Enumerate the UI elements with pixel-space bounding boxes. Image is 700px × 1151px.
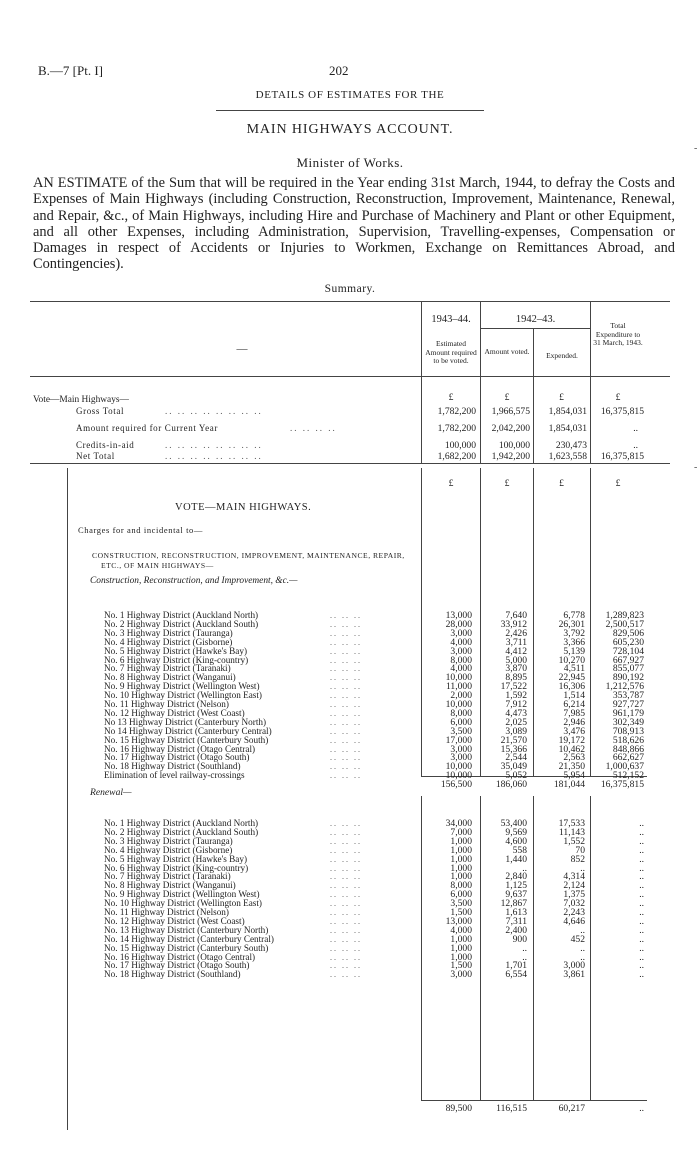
construction-cell: 3,792 [563,627,585,639]
renewal-cell: 2,840 [505,871,527,883]
renewal-cell: 9,637 [505,889,527,901]
leader-dots: .. .. .. [330,762,362,772]
construction-total-cell: 156,500 [440,779,472,790]
summary-cell: 1,782,200 [437,423,476,434]
renewal-cell: .. [522,862,527,874]
construction-row-label: No. 1 Highway District (Auckland North) [104,610,259,620]
currency-symbol: £ [504,392,510,403]
leader-dots: .. .. .. [330,970,362,980]
renewal-cell: .. [580,924,585,936]
construction-cell: 6,000 [450,716,472,728]
renewal-row-label: No. 11 Highway District (Nelson) [104,907,229,917]
leader-dots: .. .. .. [330,836,362,846]
construction-cell: 848,866 [612,743,644,755]
summary-cell: 1,966,575 [491,406,530,417]
construction-cell: 35,049 [500,761,527,773]
renewal-cell: 1,000 [450,951,472,963]
construction-cell: 1,514 [563,690,585,702]
construction-cell: 21,570 [500,734,527,746]
currency-symbol: £ [559,392,564,403]
renewal-cell: .. [639,826,644,838]
construction-cell: 512,152 [612,770,644,782]
renewal-cell: 17,533 [558,818,585,829]
construction-row-label: No. 3 Highway District (Tauranga) [104,627,233,638]
construction-cell: 961,179 [612,707,644,719]
construction-cell: 10,000 [445,761,472,773]
construction-cell: 3,476 [563,725,585,737]
construction-cell: 855,077 [612,663,644,675]
renewal-cell: 6,000 [450,889,472,901]
leader-dots: .. .. .. [330,819,362,828]
renewal-row-label: No. 8 Highway District (Wanganui) [104,880,236,891]
construction-cell: 10,000 [445,672,472,684]
leader-dots: .. .. .. [330,845,362,855]
charges-label: Charges for and incidental to— [78,525,204,535]
renewal-row-label: No. 10 Highway District (Wellington East) [104,898,262,909]
leader-dots: .. .. .. [330,628,362,638]
construction-cell: 2,544 [505,752,527,764]
construction-subheading: Construction, Reconstruction, and Improvement, &c.— [90,576,298,586]
margin-mark: - [694,143,698,154]
estimated-heading: Estimated Amount required to be voted. [425,339,477,366]
summary-cell: 100,000 [498,440,530,451]
construction-cell: 1,289,823 [605,610,644,621]
year-span-rule [481,328,590,329]
renewal-cell: .. [639,942,644,954]
construction-cell: 4,473 [505,707,527,719]
renewal-cell: 1,000 [450,853,472,865]
construction-cell: 13,000 [445,610,472,621]
stub-dash: — [236,343,248,355]
renewal-row-label: No. 14 Highway District (Canterbury Central) [104,933,274,944]
leader-dots: .. .. .. [330,735,362,745]
leader-dots: .. .. .. [330,637,362,647]
renewal-cell: 4,646 [563,915,585,927]
construction-cell: 4,412 [505,645,527,657]
leader-dots: .. .. .. [330,908,362,917]
renewal-row-label: No. 13 Highway District (Canterbury North) [104,924,269,935]
detail-left-rule [67,468,68,1130]
renewal-cell: .. [522,942,527,954]
renewal-cell: 53,400 [500,818,527,829]
renewal-cell: .. [522,951,527,963]
currency-symbol: £ [448,392,454,403]
construction-cell: 1,592 [505,690,527,702]
construction-cell: 15,366 [500,743,527,755]
construction-cell: 17,522 [500,681,527,693]
construction-cell: 3,000 [450,743,472,755]
construction-cell: 605,230 [612,636,644,648]
leader-dots: .. .. .. [330,682,362,692]
construction-cell: 5,000 [505,654,527,666]
renewal-cell: .. [639,889,644,901]
construction-row-label: Elimination of level railway-crossings [104,770,245,781]
construction-cell: 6,778 [563,610,585,621]
renewal-total-cell: .. [639,1103,644,1114]
construction-cell: 3,089 [505,725,527,737]
summary-cell: 1,854,031 [548,406,587,417]
renewal-cell: .. [639,933,644,945]
construction-cell: 3,000 [450,627,472,639]
renewal-cell: .. [639,844,644,856]
renewal-cell: 6,554 [505,969,527,981]
construction-total-cell: 186,060 [495,779,527,790]
renewal-cell: 2,124 [563,880,585,892]
renewal-cell: 4,000 [450,924,472,936]
renewal-cell: 1,375 [563,889,585,901]
margin-mark: - [694,462,698,473]
construction-cell: 1,000,637 [605,761,644,773]
construction-total-cell: 181,044 [553,779,585,790]
renewal-cell: .. [580,951,585,963]
construction-cell: 2,563 [563,752,585,764]
construction-row-label: No. 7 Highway District (Taranaki) [104,663,231,674]
construction-cell: 7,912 [505,699,527,710]
leader-dots: .. .. .. .. .. .. .. .. [165,451,263,461]
construction-row-label: No. 11 Highway District (Nelson) [104,699,229,709]
renewal-row-label: No. 5 Highway District (Hawke's Bay) [104,853,248,864]
construction-cell: 4,000 [450,663,472,675]
renewal-cell: 11,143 [558,826,585,838]
construction-cell: 11,000 [445,681,472,693]
construction-row-label: No. 9 Highway District (Wellington West) [104,681,260,692]
construction-cell: 728,104 [612,645,644,657]
construction-cell: 3,000 [450,645,472,657]
construction-row-label: No 14 Highway District (Canterbury Central) [104,725,272,736]
leader-dots: .. .. .. [330,744,362,754]
summary-cell: 2,042,200 [491,423,530,434]
leader-dots: .. .. .. [330,934,362,944]
leader-dots: .. .. .. [330,708,362,718]
construction-cell: 4,511 [563,663,585,675]
table-top-rule [30,301,670,302]
construction-cell: 3,500 [450,725,472,737]
leader-dots: .. .. .. [330,881,362,891]
leader-dots: .. .. .. [330,890,362,900]
renewal-row-label: No. 16 Highway District (Otago Central) [104,951,256,962]
construction-cell: 5,954 [563,770,585,782]
renewal-cell: .. [639,818,644,829]
construction-cell: 890,192 [612,672,644,684]
renewal-total-cell: 60,217 [558,1103,585,1114]
leader-dots: .. .. .. [330,916,362,926]
vote-label: Vote—Main Highways— [33,395,129,405]
leader-dots: .. .. .. [330,943,362,953]
renewal-cell: 3,000 [450,969,472,981]
construction-row-label: No. 15 Highway District (Canterbury South) [104,734,269,745]
renewal-cell: .. [639,835,644,847]
renewal-cell: .. [639,907,644,918]
construction-cell: 7,640 [505,610,527,621]
summary-cell: 1,854,031 [548,423,587,434]
renewal-row-label: No. 18 Highway District (Southland) [104,969,241,980]
leader-dots: .. .. .. [330,664,362,674]
construction-cell: 927,727 [612,699,644,710]
construction-cell: 8,000 [450,654,472,666]
construction-cell: 667,927 [612,654,644,666]
construction-cell: 10,270 [558,654,585,666]
renewal-cell: 2,400 [505,924,527,936]
renewal-cell: 1,500 [450,960,472,972]
currency-symbol: £ [504,478,510,489]
construction-heading-line-1: CONSTRUCTION, RECONSTRUCTION, IMPROVEMENT, MAINTENANCE, REPAIR, [92,551,405,560]
renewal-cell: .. [639,960,644,972]
renewal-row-label: No. 4 Highway District (Gisborne) [104,844,233,855]
construction-cell: 33,912 [500,618,527,630]
renewal-cell: .. [639,853,644,865]
leader-dots: .. .. .. [330,726,362,736]
renewal-cell: 13,000 [445,915,472,927]
construction-cell: 662,627 [612,752,644,764]
renewal-cell: 1,000 [450,844,472,856]
construction-row-label: No. 4 Highway District (Gisborne) [104,636,233,647]
renewal-cell: .. [639,871,644,883]
construction-cell: 2,500,517 [605,618,644,630]
construction-cell: 3,366 [563,636,585,648]
currency-symbol: £ [615,392,621,403]
renewal-cell: 4,600 [505,835,527,847]
construction-row-label: No. 17 Highway District (Otago South) [104,752,250,763]
renewal-row-label: No. 3 Highway District (Tauranga) [104,835,233,846]
construction-cell: 7,985 [563,707,585,719]
renewal-row-label: No. 1 Highway District (Auckland North) [104,818,259,828]
construction-cell: 708,913 [612,725,644,737]
construction-cell: 5,139 [563,645,585,657]
renewal-cell: .. [639,880,644,892]
currency-symbol: £ [448,478,454,489]
renewal-row-label: No. 17 Highway District (Otago South) [104,960,250,971]
construction-row-label: No. 12 Highway District (West Coast) [104,707,245,718]
construction-cell: 2,426 [505,627,527,639]
year-1943-44-heading: 1943–44. [431,314,471,325]
minister-heading: Minister of Works. [296,155,404,170]
leader-dots: .. .. .. [330,872,362,882]
renewal-cell: 1,500 [450,907,472,918]
summary-row-label: Credits-in-aid [76,440,135,450]
subtitle-rule [216,110,484,111]
construction-cell: 3,870 [505,663,527,675]
summary-cell: 16,375,815 [600,451,644,462]
construction-cell: 302,349 [612,716,644,728]
summary-heading: Summary. [324,283,376,295]
renewal-cell: 1,000 [450,835,472,847]
renewal-cell: 7,032 [563,898,585,910]
construction-cell: 2,946 [563,716,585,728]
renewal-cell: 452 [570,933,585,945]
renewal-row-label: No. 6 Highway District (King-country) [104,862,249,873]
renewal-cell: 34,000 [445,818,472,829]
renewal-cell: 4,314 [563,871,585,883]
page-number: 202 [329,63,349,78]
leader-dots: .. .. .. .. .. .. .. .. [165,406,263,416]
renewal-cell: 70 [575,844,585,856]
summary-bottom-rule [30,463,670,464]
currency-symbol: £ [615,478,621,489]
currency-symbol: £ [559,478,564,489]
leader-dots: .. .. .. [330,961,362,971]
construction-cell: 17,000 [445,734,472,746]
renewal-cell: 7,311 [505,915,527,927]
construction-cell: 10,000 [445,699,472,710]
leader-dots: .. .. .. .. .. .. .. .. [165,440,263,450]
construction-cell: 6,214 [563,699,585,710]
leader-dots: .. .. .. [330,717,362,727]
total-expenditure-heading: Total Expenditure to 31 March, 1943. [593,321,643,348]
renewal-cell: 1,000 [450,942,472,954]
renewal-cell: 1,701 [505,960,527,972]
leader-dots: .. .. .. [330,673,362,683]
construction-cell: 829,506 [612,627,644,639]
leader-dots: .. .. .. [330,899,362,909]
renewal-cell: .. [639,924,644,936]
renewal-cell: .. [639,898,644,910]
construction-row-label: No. 18 Highway District (Southland) [104,761,241,772]
report-reference: B.—7 [Pt. I] [38,63,103,78]
construction-row-label: No. 10 Highway District (Wellington East) [104,690,262,701]
leader-dots: .. .. .. [330,925,362,935]
renewal-total-rule [421,1100,647,1101]
leader-dots: .. .. .. .. [290,423,337,433]
renewal-cell: .. [639,951,644,963]
construction-cell: 10,000 [445,770,472,782]
construction-cell: 2,025 [505,716,527,728]
renewal-row-label: No. 15 Highway District (Canterbury South) [104,942,269,953]
vote-title: VOTE—MAIN HIGHWAYS. [175,502,312,513]
summary-cell: 1,682,200 [437,451,476,462]
leader-dots: .. .. .. [330,646,362,656]
summary-cell: 16,375,815 [600,406,644,417]
construction-row-label: No. 5 Highway District (Hawke's Bay) [104,645,248,656]
renewal-cell: 852 [570,853,585,865]
renewal-subheading: Renewal— [90,787,132,798]
construction-cell: 1,212,576 [605,681,644,693]
construction-total-cell: 16,375,815 [600,779,644,790]
details-subtitle: DETAILS OF ESTIMATES FOR THE [255,89,445,101]
renewal-cell: 2,243 [563,907,585,918]
summary-cell: 1,942,200 [491,451,530,462]
renewal-cell: .. [639,862,644,874]
year-1942-43-heading: 1942–43. [515,314,556,325]
renewal-cell: 558 [512,844,527,856]
construction-cell: 4,000 [450,636,472,648]
summary-cell: 100,000 [444,440,476,451]
construction-cell: 5,052 [505,770,527,782]
construction-cell: 28,000 [445,618,472,630]
renewal-cell: 3,500 [450,898,472,910]
renewal-cell: 1,440 [505,853,527,865]
voted-heading: Amount voted. [484,347,530,356]
leader-dots: .. .. .. [330,700,362,709]
summary-row-label: Net Total [76,451,115,461]
construction-row-label: No. 2 Highway District (Auckland South) [104,618,259,629]
construction-cell: 10,462 [558,743,585,755]
construction-cell: 21,350 [558,761,585,773]
renewal-cell: .. [580,942,585,954]
summary-cell: 1,623,558 [548,451,587,462]
construction-row-label: No. 16 Highway District (Otago Central) [104,743,256,754]
construction-cell: 26,301 [558,618,585,630]
construction-row-label: No. 8 Highway District (Wanganui) [104,672,236,683]
leader-dots: .. .. .. [330,691,362,701]
summary-cell: .. [633,440,638,451]
construction-cell: 353,787 [612,690,644,702]
renewal-cell: 7,000 [450,826,472,838]
leader-dots: .. .. .. [330,619,362,629]
leader-dots: .. .. .. [330,827,362,837]
account-title: MAIN HIGHWAYS ACCOUNT. [246,122,454,137]
construction-cell: 2,000 [450,690,472,702]
construction-cell: 8,895 [505,672,527,684]
renewal-total-cell: 116,515 [496,1103,527,1114]
renewal-cell: .. [639,969,644,981]
renewal-cell: 1,125 [505,880,527,892]
renewal-cell: 1,000 [450,862,472,874]
renewal-cell: 1,000 [450,871,472,883]
renewal-cell: 1,000 [450,933,472,945]
summary-cell: 1,782,200 [437,406,476,417]
summary-cell: .. [633,423,638,434]
leader-dots: .. .. .. [330,611,362,620]
construction-row-label: No 13 Highway District (Canterbury North) [104,716,267,727]
renewal-cell: 3,000 [563,960,585,972]
renewal-row-label: No. 12 Highway District (West Coast) [104,915,245,926]
summary-cell: 230,473 [555,440,587,451]
renewal-cell: 9,569 [505,826,527,838]
construction-cell: 3,711 [505,636,527,648]
leader-dots: .. .. .. [330,753,362,763]
renewal-cell: .. [639,915,644,927]
leader-dots: .. .. .. [330,952,362,962]
construction-cell: 518,626 [612,734,644,746]
construction-cell: 19,172 [558,734,585,746]
renewal-cell: .. [580,862,585,874]
header-bottom-rule [30,376,670,377]
construction-heading-line-2: ETC., OF MAIN HIGHWAYS— [101,561,214,570]
renewal-total-cell: 89,500 [445,1103,472,1114]
renewal-cell: 3,861 [563,969,585,981]
construction-cell: 22,945 [558,672,585,684]
renewal-cell: 8,000 [450,880,472,892]
renewal-cell: 1,613 [505,907,527,918]
construction-row-label: No. 6 Highway District (King-country) [104,654,249,665]
leader-dots: .. .. .. [330,854,362,864]
construction-cell: 16,306 [558,681,585,693]
renewal-cell: 900 [512,933,527,945]
renewal-row-label: No. 2 Highway District (Auckland South) [104,826,259,837]
leader-dots: .. .. .. [330,655,362,665]
construction-cell: 8,000 [450,707,472,719]
renewal-row-label: No. 9 Highway District (Wellington West) [104,889,260,900]
estimate-intro: AN ESTIMATE of the Sum that will be required in the Year ending 31st March, 1944, to defray the Costs and Expenses of Main Highways (including Construction, Reconstruction, Improvement, Maintenance, Renewal, and Repair, &c., of Main Highways, including Hire and Purchase of Machinery and Plant or other Equipment, and all other Expenses, including Administration, Supervision, Travelling-expenses, Compensation or Damages in respect of Accidents or Injuries to Workmen, Exchange on Remittances Abroad, and Contingencies). [33,175,675,273]
expended-heading: Expended. [546,351,578,360]
summary-row-label: Gross Total [76,406,125,416]
leader-dots: .. .. .. [330,863,362,873]
renewal-row-label: No. 7 Highway District (Taranaki) [104,871,231,882]
renewal-cell: 1,552 [563,835,585,847]
renewal-cell: 12,867 [500,898,527,910]
summary-row-label: Amount required for Current Year [76,423,218,433]
leader-dots: .. .. .. [330,771,362,781]
construction-cell: 3,000 [450,752,472,764]
